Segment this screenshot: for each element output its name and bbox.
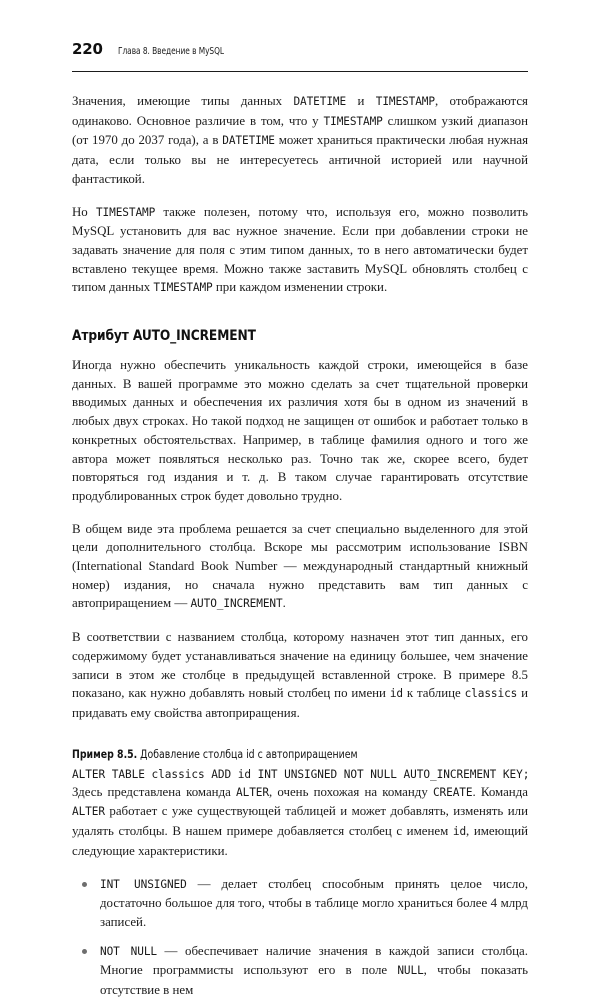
text-run: Здесь представлена команда — [72, 784, 237, 799]
text-run: к таблице — [403, 686, 465, 701]
code-term-id: id — [389, 687, 404, 701]
text-run: , отображаются одинаково. Основное различие в том, что у — [72, 94, 528, 128]
example-label: Пример 8.5. — [72, 747, 138, 761]
text-run: . — [282, 596, 286, 611]
paragraph-auto-increment-behavior — [72, 628, 528, 723]
code-term-not-null: NOT NULL — [100, 944, 157, 958]
text-run: — делает столбец способным принять целое число, достаточно большое для того, чтобы в таблице могло храниться более 4 млрд записей. — [100, 876, 528, 929]
code-term-alter: ALTER — [236, 785, 269, 799]
text-run: В общем виде эта проблема решается за счет специально выделенного для этой цели дополнительного столбца. Вскоре мы рассмотрим использование ISBN (International Standard Book Number — международный стандартный книжный номер) издания, но сначала нужно представить вам тип данных с автоприращением — — [72, 521, 528, 611]
text-run: Но — [72, 204, 96, 219]
code-term-datetime: DATETIME — [222, 134, 275, 148]
text-run: . Команда — [472, 784, 528, 799]
bullet-dot-icon — [82, 949, 87, 954]
text-run: при каждом изменении строки. — [212, 280, 388, 295]
text-run: слишком узкий диапазон (от 1970 до 2037 года), а в — [72, 113, 528, 148]
text-run: работает с уже существующей таблицей и может добавлять, изменять или удалять столбцы. В нашем примере добавляется столбец с именем — [72, 804, 528, 839]
code-term-auto-increment: AUTO_INCREMENT — [190, 597, 283, 611]
text-run: и — [346, 94, 376, 108]
page-number: 220 — [72, 40, 103, 58]
example-code-block: ALTER TABLE classics ADD id INT UNSIGNED NOT NULL AUTO_INCREMENT KEY; — [72, 767, 530, 781]
text-run: — обеспечивает наличие значения в каждой записи столбца. Многие программисты используют его в поле — [100, 943, 528, 978]
page-header — [72, 40, 528, 62]
paragraph-isbn-intro — [72, 520, 528, 615]
code-term-datetime: DATETIME — [293, 95, 347, 108]
example-caption — [72, 747, 496, 763]
paragraph-alter-command — [72, 783, 528, 861]
header-divider — [72, 71, 528, 72]
list-item — [72, 875, 528, 932]
example-title: Добавление столбца id с автоприращением — [137, 747, 358, 761]
text-run: , очень похожая на команду — [268, 784, 433, 799]
code-term-null: NULL — [397, 964, 424, 978]
code-term-timestamp: TIMESTAMP — [95, 205, 156, 219]
text-run: , чтобы показать отсутствие в нем — [100, 963, 528, 998]
bullet-dot-icon — [82, 882, 87, 887]
code-term-alter: ALTER — [72, 805, 105, 819]
text-run: и придавать ему свойства автоприращения. — [72, 686, 529, 720]
text-run: Значения, имеющие типы данных — [72, 94, 294, 108]
text-run: В соответствии с названием столбца, которому назначен этот тип данных, его содержимому будет устанавливаться значение на единицу большее, чем значение записи в этом же столбце в предыдущей вставленной строке. В примере 8.5 показано, как нужно добавлять новый столбец по имени — [72, 630, 528, 701]
code-term-timestamp: TIMESTAMP — [375, 95, 435, 108]
paragraph-datetime-timestamp — [72, 92, 528, 189]
characteristics-list — [72, 875, 528, 1000]
code-term-timestamp: TIMESTAMP — [153, 281, 213, 295]
code-term-int-unsigned: INT UNSIGNED — [100, 877, 187, 891]
code-term-id: id — [452, 825, 467, 839]
text-run: может храниться практически любая нужная дата, если только вы не интересуетесь античной историей или научной фантастикой. — [72, 133, 528, 186]
text-run: также полезен, потому что, используя его, можно позволить MySQL установить для вас нужное значение. Если при добавлении строки не задавать значение для поля с этим типом данных, то в него автоматически будет вставлено текущее время. Можно также заставить MySQL обновлять столбец с типом данных — [72, 204, 528, 295]
paragraph-row-uniqueness: Иногда нужно обеспечить уникальность каждой строки, имеющейся в базе данных. В вашей программе это можно сделать за счет тщательной проверки вводимых данных и обеспечения их различия хотя бы в одном из значений в любых двух строках. Но такой подход не защищен от ошибок и работает только в конкретных обстоятельствах. Например, в таблице фамилия одного и того же автора может появляться несколько раз. Точно так же, скорее всего, будет повторяться год издания и т. д. В таком случае гарантировать отсутствие продублированных строк будет довольно трудно. — [72, 358, 528, 503]
code-term-create: CREATE — [432, 785, 473, 799]
paragraph-timestamp-usefulness — [72, 203, 528, 299]
page-content — [72, 40, 528, 1000]
list-item — [72, 942, 528, 1000]
code-term-classics: classics — [464, 687, 518, 701]
running-chapter-title: Глава 8. Введение в MySQL — [118, 46, 224, 57]
code-term-timestamp: TIMESTAMP — [323, 114, 383, 128]
text-run: , имеющий следующие характеристики. — [72, 824, 528, 858]
section-heading-auto-increment: Атрибут AUTO_INCREMENT — [72, 327, 256, 345]
